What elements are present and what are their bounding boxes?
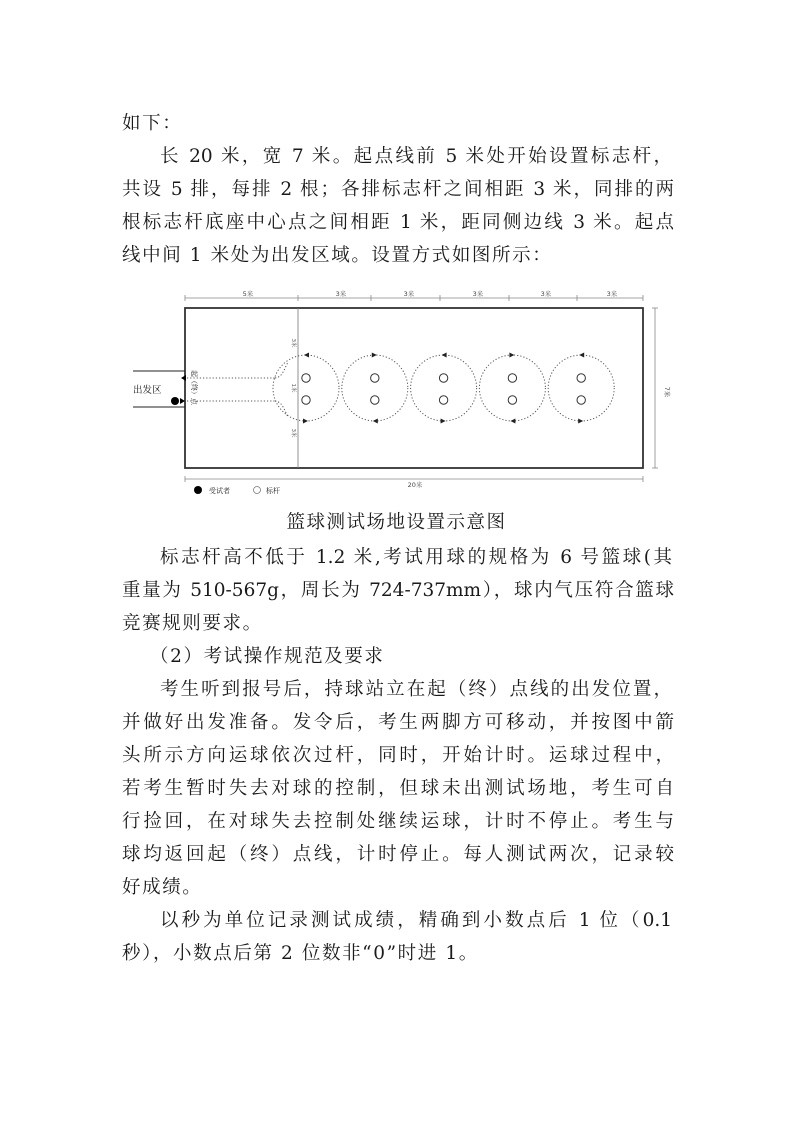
- paragraph-line: 重量为 510-567g，周长为 724-737mm），球内气压符合篮球: [122, 580, 674, 601]
- direction-arrow-icon: [373, 419, 378, 424]
- legend-subject-icon: [194, 486, 202, 494]
- paragraph-line: 若考生暂时失去对球的控制，但球未出测试场地，考生可自: [122, 778, 674, 799]
- dimension-label: 3米: [290, 338, 296, 348]
- figure-caption: 篮球测试场地设置示意图: [286, 512, 507, 533]
- dribble-loop: [273, 355, 339, 421]
- dribble-loop: [411, 355, 477, 421]
- legend-label: 受试者: [209, 487, 230, 495]
- dribble-loops: [273, 353, 614, 424]
- dimension-label: 3米: [540, 290, 552, 298]
- paragraph-line: 竞赛规则要求。: [122, 613, 263, 634]
- intro-text: 如下：: [122, 113, 183, 134]
- dimension-label: 3米: [606, 290, 618, 298]
- direction-arrow-icon: [303, 419, 308, 424]
- direction-arrow-icon: [578, 419, 583, 424]
- pole-marker: [302, 374, 310, 382]
- direction-arrow-icon: [510, 419, 515, 424]
- dimension-label: 3米: [335, 290, 347, 298]
- court-boundary: [185, 308, 643, 468]
- paragraph-line: 考生听到报号后，持球站立在起（终）点线的出发位置，: [160, 679, 672, 700]
- right-dimension-line: [652, 308, 658, 468]
- court-diagram: [120, 280, 680, 505]
- paragraph-line: 头所示方向运球依次过杆，同时，开始计时。运球过程中，: [122, 745, 674, 766]
- paragraph-line: 线中间 1 米处为出发区域。设置方式如图所示：: [122, 245, 553, 266]
- dimension-label: 7米: [663, 386, 671, 398]
- pole-marker: [371, 396, 379, 404]
- subject-marker: [171, 397, 179, 405]
- paragraph-line: 长 20 米，宽 7 米。起点线前 5 米处开始设置标志杆，: [160, 146, 672, 167]
- dimension-label: 3米: [472, 290, 484, 298]
- direction-arrow-icon: [579, 353, 584, 358]
- legend-pole-icon: [254, 487, 261, 494]
- dribble-path: [187, 362, 288, 417]
- dimension-label: 1米: [290, 383, 296, 393]
- pole-marker: [508, 374, 516, 382]
- paragraph-line: 并做好出发准备。发令后，考生两脚方可移动，并按图中箭: [122, 712, 674, 733]
- pole-marker: [371, 374, 379, 382]
- paragraph-line: 以秒为单位记录测试成绩，精确到小数点后 1 位（0.1: [160, 910, 672, 931]
- paragraph-line: 标志杆高不低于 1.2 米,考试用球的规格为 6 号篮球(其: [160, 547, 672, 568]
- direction-arrow-icon: [372, 353, 377, 358]
- paragraph-line: 秒），小数点后第 2 位数非“0”时进 1。: [122, 943, 479, 964]
- start-zone-label: 出发区: [133, 385, 162, 396]
- pole-marker: [439, 396, 447, 404]
- poles: [302, 374, 586, 404]
- dimension-label: 5米: [242, 290, 254, 298]
- dribble-loop: [342, 355, 408, 421]
- direction-arrow-icon: [442, 353, 447, 358]
- pole-marker: [439, 374, 447, 382]
- dribble-loop: [548, 355, 614, 421]
- pole-marker: [577, 374, 585, 382]
- start-line-label: 起（终）点: [190, 370, 198, 405]
- pole-marker: [508, 396, 516, 404]
- dimension-label: 3米: [403, 290, 415, 298]
- legend-label: 标杆: [266, 487, 280, 495]
- dimension-label: 20米: [407, 481, 423, 489]
- paragraph-line: 根标志杆底座中心点之间相距 1 米，距同侧边线 3 米。起点: [122, 212, 674, 233]
- direction-arrow-icon: [304, 353, 309, 358]
- paragraph-line: 行捡回，在对球失去控制处继续运球，计时不停止。考生与: [122, 811, 674, 832]
- paragraph-line: 好成绩。: [122, 877, 203, 898]
- direction-arrow-icon: [509, 353, 514, 358]
- dribble-loop: [479, 355, 545, 421]
- dimension-label: 3米: [290, 428, 296, 438]
- pole-marker: [577, 396, 585, 404]
- paragraph-line: 球均返回起（终）点线，计时停止。每人测试两次，记录较: [122, 844, 674, 865]
- direction-arrow-icon: [441, 419, 446, 424]
- section-subheading: （2）考试操作规范及要求: [150, 646, 385, 667]
- pole-marker: [302, 396, 310, 404]
- arrow-icon: [181, 375, 186, 381]
- paragraph-line: 共设 5 排，每排 2 根；各排标志杆之间相距 3 米，同排的两: [122, 179, 674, 200]
